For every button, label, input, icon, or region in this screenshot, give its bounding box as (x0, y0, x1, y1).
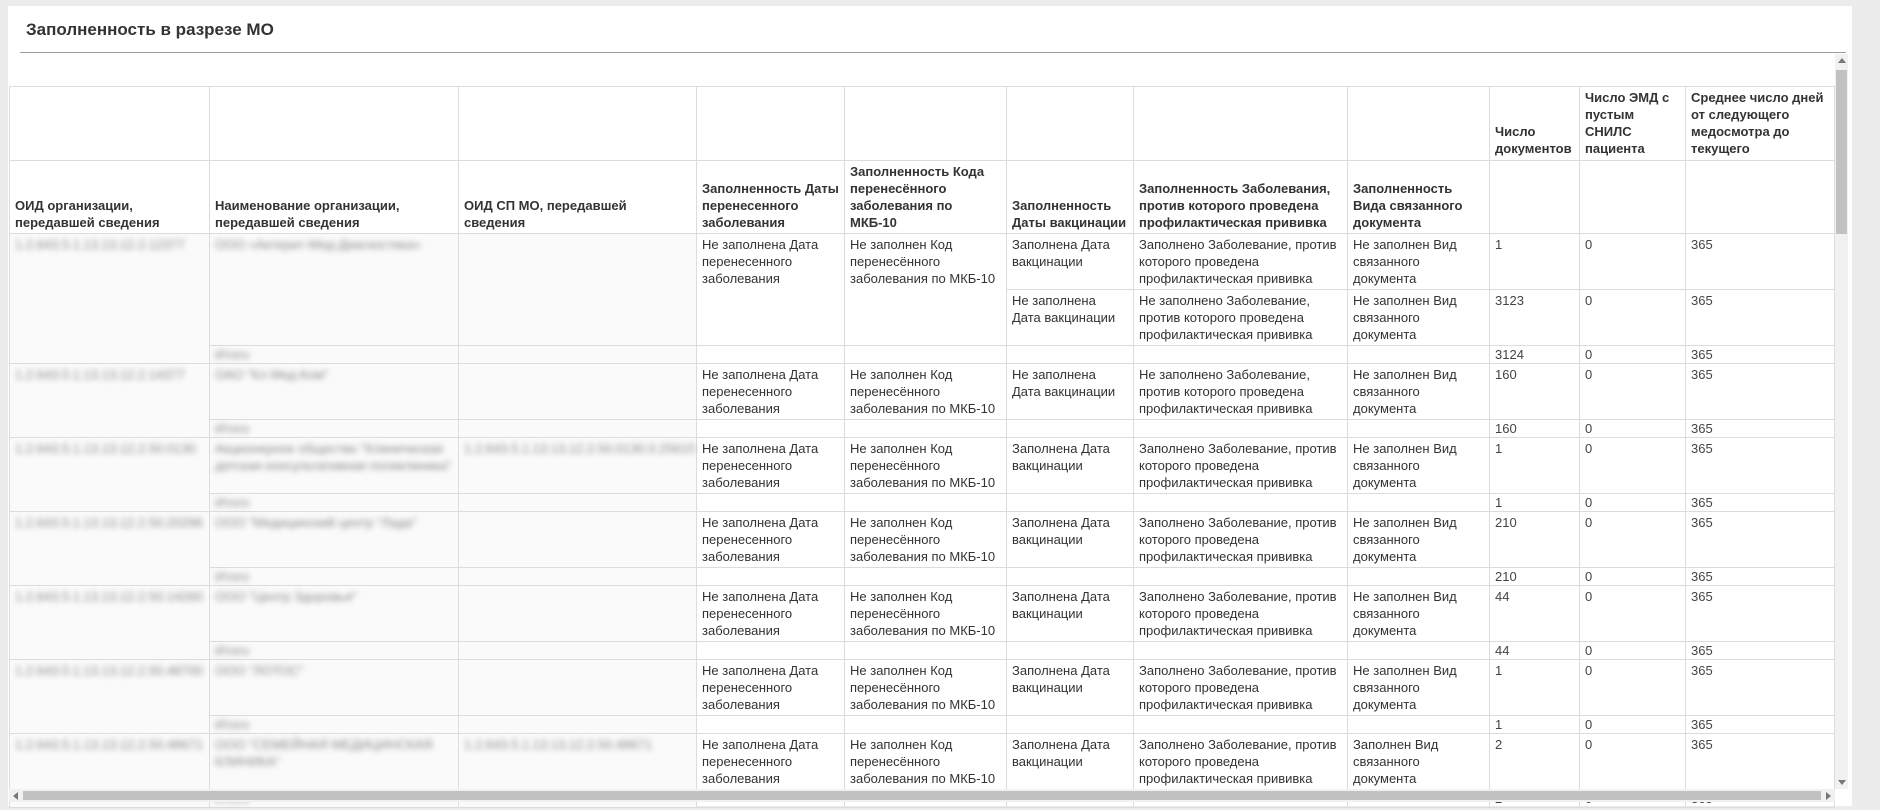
cell-empty-snils: 0 (1580, 290, 1686, 346)
cell-mkb-code: Не заполнен Код перенесённого заболевания по МКБ-10 (845, 364, 1007, 420)
cell-docs: 1 (1490, 234, 1580, 290)
org-name-cell: ООО "Медицинский центр "Лада" (210, 512, 459, 568)
column-header-docs[interactable]: Число документов (1490, 87, 1580, 161)
cell-avg-days: 365 (1686, 734, 1835, 790)
cell-empty-snils: 0 (1580, 586, 1686, 642)
cell-doc-type: Не заполнен Вид связанного документа (1348, 660, 1490, 716)
header-blank (459, 87, 697, 161)
subtotal-row (10, 568, 1835, 586)
column-header-blank (1490, 161, 1580, 234)
cell-disease-date: Не заполнена Дата перенесенного заболевания (697, 734, 845, 790)
column-header-vacc-date[interactable]: Заполненность Даты вакцинации (1007, 161, 1134, 234)
cell-disease-date: Не заполнена Дата перенесенного заболевания (697, 660, 845, 716)
report-panel (8, 6, 1852, 806)
subtotal-avg-days: 365 (1686, 642, 1835, 660)
subtotal-label: Итого (210, 346, 459, 364)
vertical-scrollbar[interactable] (1835, 54, 1848, 789)
cell-docs: 44 (1490, 586, 1580, 642)
oid-cell: 1.2.643.5.1.13.13.12.2.50.14260 (10, 586, 210, 660)
subtotal-avg-days: 365 (1686, 494, 1835, 512)
header-blank (845, 87, 1007, 161)
subtotal-row (10, 346, 1835, 364)
cell-empty-snils: 0 (1580, 660, 1686, 716)
subtotal-label: Итого (210, 716, 459, 734)
scroll-down-icon[interactable] (1838, 780, 1846, 785)
cell-empty-snils: 0 (1580, 234, 1686, 290)
cell-mkb-code: Не заполнен Код перенесённого заболевания по МКБ-10 (845, 234, 1007, 346)
header-blank (1134, 87, 1348, 161)
column-header-avg-days[interactable]: Среднее число дней от следующего медосмотра до текущего (1686, 87, 1835, 161)
cell-doc-type: Не заполнен Вид связанного документа (1348, 586, 1490, 642)
cell-docs: 3123 (1490, 290, 1580, 346)
cell-vacc-date: Заполнена Дата вакцинации (1007, 734, 1134, 790)
horizontal-scroll-thumb[interactable] (23, 791, 1821, 800)
subtotal-empty-snils: 0 (1580, 494, 1686, 512)
sp-oid-cell (459, 234, 697, 346)
sp-oid-cell (459, 660, 697, 716)
cell-doc-type: Не заполнен Вид связанного документа (1348, 234, 1490, 290)
table-row (10, 234, 1835, 290)
cell-vacc-date: Заполнена Дата вакцинации (1007, 586, 1134, 642)
header-blank (1007, 87, 1134, 161)
cell-empty-snils: 0 (1580, 364, 1686, 420)
org-name-cell: Акционерное общество "Клиническая детская консультативная поликлиника" (210, 438, 459, 494)
cell-disease-date: Не заполнена Дата перенесенного заболевания (697, 586, 845, 642)
column-header-blank (1686, 161, 1835, 234)
subtotal-empty-snils: 0 (1580, 346, 1686, 364)
subtotal-label: Итого (210, 568, 459, 586)
cell-avg-days: 365 (1686, 290, 1835, 346)
subtotal-docs: 1 (1490, 716, 1580, 734)
column-header-doc-type[interactable]: Заполненность Вида связанного документа (1348, 161, 1490, 234)
title-divider (20, 52, 1846, 53)
cell-doc-type: Заполнен Вид связанного документа (1348, 734, 1490, 790)
column-header-empty-snils[interactable]: Число ЭМД с пустым СНИЛС пациента (1580, 87, 1686, 161)
scroll-up-icon[interactable] (1838, 58, 1846, 63)
org-name-cell: ООО "Центр Здоровья" (210, 586, 459, 642)
cell-disease-date: Не заполнена Дата перенесенного заболевания (697, 234, 845, 346)
oid-cell: 1.2.643.5.1.13.13.12.2.50.20296 (10, 512, 210, 586)
table-row (10, 364, 1835, 420)
oid-cell: 1.2.643.5.1.13.13.12.2.12377 (10, 234, 210, 364)
cell-avg-days: 365 (1686, 512, 1835, 568)
table-row (10, 734, 1835, 790)
column-header-mkb-code[interactable]: Заполненность Кода перенесённого заболевания по МКБ-10 (845, 161, 1007, 234)
subtotal-avg-days: 365 (1686, 716, 1835, 734)
sp-oid-cell (459, 512, 697, 568)
report-table-container[interactable] (9, 86, 1835, 789)
org-name-cell: ООО "ЛОТОС" (210, 660, 459, 716)
subtotal-docs: 3124 (1490, 346, 1580, 364)
cell-docs: 1 (1490, 438, 1580, 494)
cell-avg-days: 365 (1686, 438, 1835, 494)
oid-cell: 1.2.643.5.1.13.13.12.2.50.48671 (10, 734, 210, 808)
report-table (9, 86, 1835, 808)
cell-mkb-code: Не заполнен Код перенесённого заболевания по МКБ-10 (845, 734, 1007, 790)
cell-doc-type: Не заполнен Вид связанного документа (1348, 290, 1490, 346)
cell-disease-date: Не заполнена Дата перенесенного заболевания (697, 438, 845, 494)
cell-avg-days: 365 (1686, 234, 1835, 290)
cell-mkb-code: Не заполнен Код перенесённого заболевания по МКБ-10 (845, 586, 1007, 642)
subtotal-row (10, 494, 1835, 512)
subtotal-docs: 44 (1490, 642, 1580, 660)
cell-disease-date: Не заполнена Дата перенесенного заболевания (697, 364, 845, 420)
cell-avg-days: 365 (1686, 660, 1835, 716)
subtotal-row (10, 642, 1835, 660)
cell-docs: 2 (1490, 734, 1580, 790)
horizontal-scrollbar[interactable] (9, 789, 1835, 802)
oid-cell: 1.2.643.5.1.13.13.12.2.14377 (10, 364, 210, 438)
org-name-cell: ООО "СЕМЕЙНАЯ МЕДИЦИНСКАЯ КЛИНИКА" (210, 734, 459, 790)
subtotal-avg-days: 365 (1686, 346, 1835, 364)
cell-mkb-code: Не заполнен Код перенесённого заболевания по МКБ-10 (845, 660, 1007, 716)
cell-empty-snils: 0 (1580, 438, 1686, 494)
subtotal-row (10, 420, 1835, 438)
subtotal-row (10, 716, 1835, 734)
cell-vacc-disease: Не заполнено Заболевание, против которого проведена профилактическая прививка (1134, 290, 1348, 346)
subtotal-empty-snils: 0 (1580, 716, 1686, 734)
column-header-org-name[interactable]: Наименование организации, передавшей сведения (210, 161, 459, 234)
table-row (10, 438, 1835, 494)
vertical-scroll-thumb[interactable] (1836, 70, 1847, 234)
subtotal-label: Итого (210, 420, 459, 438)
sp-oid-cell: 1.2.643.5.1.13.13.12.2.50.48671 (459, 734, 697, 790)
cell-vacc-date: Не заполнена Дата вакцинации (1007, 364, 1134, 420)
sp-oid-cell (459, 364, 697, 420)
cell-docs: 210 (1490, 512, 1580, 568)
column-header-oid[interactable]: ОИД организации, передавшей сведения (10, 161, 210, 234)
cell-vacc-date: Заполнена Дата вакцинации (1007, 438, 1134, 494)
cell-empty-snils: 0 (1580, 512, 1686, 568)
cell-vacc-disease: Заполнено Заболевание, против которого проведена профилактическая прививка (1134, 734, 1348, 790)
org-name-cell: ОАО "Кл Мед-Ком" (210, 364, 459, 420)
cell-vacc-date: Заполнена Дата вакцинации (1007, 234, 1134, 290)
subtotal-empty-snils: 0 (1580, 568, 1686, 586)
table-row (10, 512, 1835, 568)
cell-avg-days: 365 (1686, 586, 1835, 642)
org-name-cell: ООО «Актерит-Мед-Диагностика» (210, 234, 459, 346)
scroll-left-icon[interactable] (13, 792, 18, 800)
subtotal-docs: 1 (1490, 494, 1580, 512)
cell-mkb-code: Не заполнен Код перенесённого заболевания по МКБ-10 (845, 438, 1007, 494)
cell-vacc-disease: Не заполнено Заболевание, против которого проведена профилактическая прививка (1134, 364, 1348, 420)
subtotal-docs: 210 (1490, 568, 1580, 586)
column-header-disease-date[interactable]: Заполненность Даты перенесенного заболевания (697, 161, 845, 234)
cell-vacc-disease: Заполнено Заболевание, против которого проведена профилактическая прививка (1134, 660, 1348, 716)
cell-docs: 160 (1490, 364, 1580, 420)
subtotal-docs: 160 (1490, 420, 1580, 438)
header-blank (697, 87, 845, 161)
cell-doc-type: Не заполнен Вид связанного документа (1348, 438, 1490, 494)
cell-empty-snils: 0 (1580, 734, 1686, 790)
header-row (10, 161, 1835, 234)
cell-vacc-date: Не заполнена Дата вакцинации (1007, 290, 1134, 346)
table-row (10, 586, 1835, 642)
cell-vacc-disease: Заполнено Заболевание, против которого проведена профилактическая прививка (1134, 512, 1348, 568)
subtotal-label: Итого (210, 494, 459, 512)
subtotal-label: Итого (210, 642, 459, 660)
cell-docs: 1 (1490, 660, 1580, 716)
column-header-sp-oid[interactable]: ОИД СП МО, передавшей сведения (459, 161, 697, 234)
column-header-vacc-disease[interactable]: Заполненность Заболевания, против которого проведена профилактическая прививка (1134, 161, 1348, 234)
subtotal-avg-days: 365 (1686, 568, 1835, 586)
panel-title: Заполненность в разрезе МО (26, 20, 274, 39)
subtotal-empty-snils: 0 (1580, 642, 1686, 660)
table-row (10, 660, 1835, 716)
oid-cell: 1.2.643.5.1.13.13.12.2.50.0130 (10, 438, 210, 512)
cell-vacc-disease: Заполнено Заболевание, против которого проведена профилактическая прививка (1134, 234, 1348, 290)
cell-doc-type: Не заполнен Вид связанного документа (1348, 512, 1490, 568)
sp-oid-cell: 1.2.643.5.1.13.13.12.2.50.0130.0.25615 (459, 438, 697, 494)
column-header-blank (1580, 161, 1686, 234)
subtotal-empty-snils: 0 (1580, 420, 1686, 438)
sp-oid-cell (459, 586, 697, 642)
cell-vacc-date: Заполнена Дата вакцинации (1007, 512, 1134, 568)
cell-mkb-code: Не заполнен Код перенесённого заболевания по МКБ-10 (845, 512, 1007, 568)
header-blank (210, 87, 459, 161)
cell-vacc-disease: Заполнено Заболевание, против которого проведена профилактическая прививка (1134, 586, 1348, 642)
subtotal-avg-days: 365 (1686, 420, 1835, 438)
header-blank (1348, 87, 1490, 161)
header-blank (10, 87, 210, 161)
cell-avg-days: 365 (1686, 364, 1835, 420)
scroll-right-icon[interactable] (1826, 792, 1831, 800)
cell-doc-type: Не заполнен Вид связанного документа (1348, 364, 1490, 420)
cell-disease-date: Не заполнена Дата перенесенного заболевания (697, 512, 845, 568)
cell-vacc-disease: Заполнено Заболевание, против которого проведена профилактическая прививка (1134, 438, 1348, 494)
oid-cell: 1.2.643.5.1.13.13.12.2.50.48700 (10, 660, 210, 734)
cell-vacc-date: Заполнена Дата вакцинации (1007, 660, 1134, 716)
header-row-top (10, 87, 1835, 161)
